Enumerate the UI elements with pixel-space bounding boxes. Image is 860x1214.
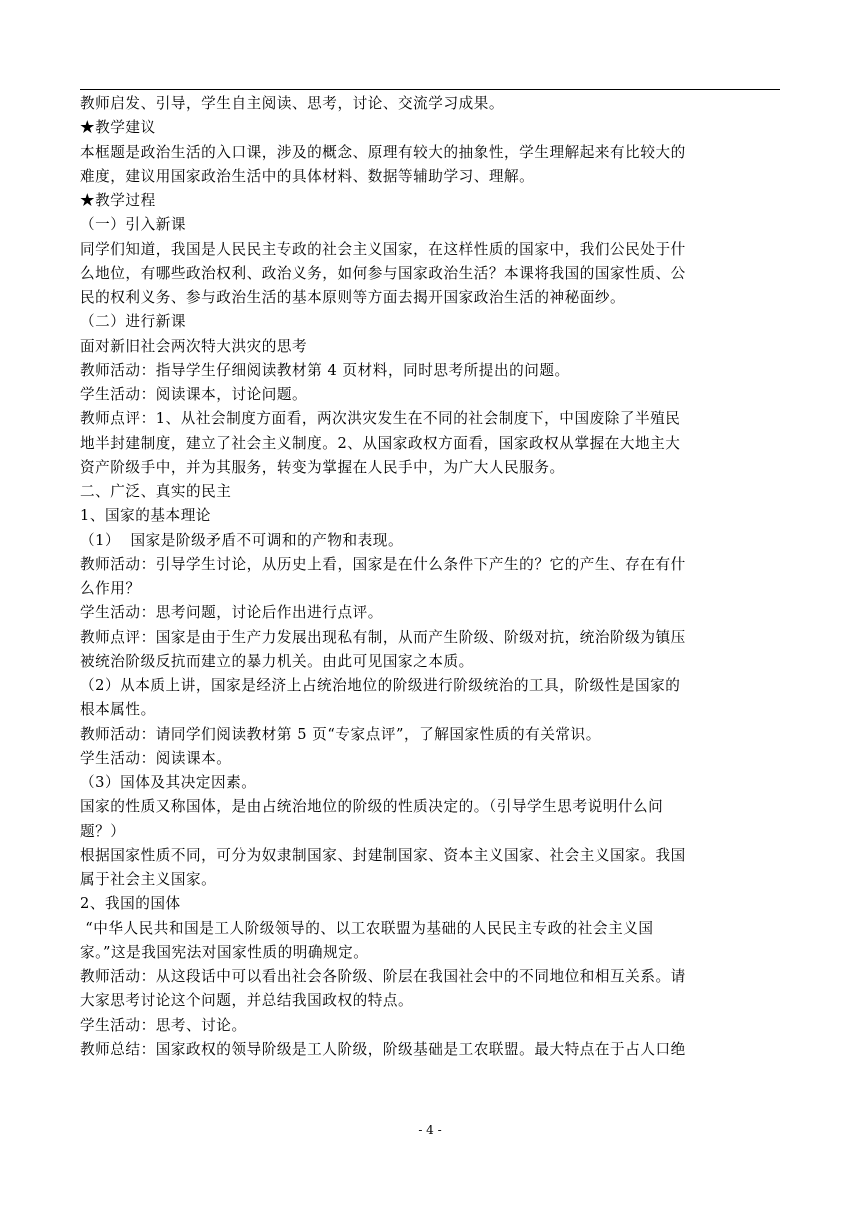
header-rule (80, 89, 780, 90)
text-line: 学生活动：思考问题，讨论后作出进行点评。 (80, 604, 383, 622)
text-line: 大家思考讨论这个问题，并总结我国政权的特点。 (80, 992, 414, 1010)
text-line: 被统治阶级反抗而建立的暴力机关。由此可见国家之本质。 (80, 652, 474, 670)
document-body (80, 92, 780, 1062)
text-line: 地半封建制度，建立了社会主义制度。2、从国家政权方面看，国家政权从掌握在大地主大 (80, 434, 681, 452)
section-heading: 二、广泛、真实的民主 (80, 483, 232, 500)
section-heading: ★教学过程 (80, 192, 156, 209)
text-line: 题？） (80, 822, 126, 840)
text-line: “中华人民共和国是工人阶级领导的、以工农联盟为基础的人民民主专政的社会主义国 (80, 919, 654, 937)
text-line: 同学们知道，我国是人民民主专政的社会主义国家，在这样性质的国家中，我们公民处于什 (80, 240, 686, 258)
text-line: 资产阶级手中，并为其服务，转变为掌握在人民手中，为广大人民服务。 (80, 458, 565, 476)
text-line: 教师总结：国家政权的领导阶级是工人阶级，阶级基础是工农联盟。最大特点在于占人口绝 (80, 1040, 686, 1058)
subsection-heading: 2、我国的国体 (80, 895, 181, 913)
text-line: 教师点评：1、从社会制度方面看，两次洪灾发生在不同的社会制度下，中国废除了半殖民 (80, 410, 681, 428)
text-line: 教师启发、引导，学生自主阅读、思考，讨论、交流学习成果。 (80, 95, 505, 112)
text-line: 教师活动：引导学生讨论，从历史上看，国家是在什么条件下产生的？它的产生、存在有什 (80, 555, 686, 573)
text-line: 面对新旧社会两次特大洪灾的思考 (80, 337, 308, 355)
subsection-heading: 1、国家的基本理论 (80, 507, 211, 525)
text-line: 教师点评：国家是由于生产力发展出现私有制，从而产生阶级、阶级对抗，统治阶级为镇压 (80, 628, 686, 646)
subsection-heading: （一）引入新课 (80, 216, 187, 234)
text-line: （2）从本质上讲，国家是经济上占统治地位的阶级进行阶级统治的工具，阶级性是国家的 (80, 677, 681, 694)
text-line: 根本属性。 (80, 701, 156, 719)
text-line: 么作用？ (80, 580, 141, 597)
text-line: 么地位，有哪些政治权利、政治义务，如何参与国家政治生活？本课将我国的国家性质、公 (80, 264, 686, 282)
text-line: （3）国体及其决定因素。 (80, 774, 257, 791)
text-line: 教师活动：从这段话中可以看出社会各阶级、阶层在我国社会中的不同地位和相互关系。请 (80, 968, 686, 985)
section-heading: ★教学建议 (80, 119, 156, 137)
text-line: 教师活动：指导学生仔细阅读教材第 4 页材料，同时思考所提出的问题。 (80, 361, 570, 379)
text-line: （1） 国家是阶级矛盾不可调和的产物和表现。 (80, 531, 404, 549)
text-line: 家。”这是我国宪法对国家性质的明确规定。 (80, 943, 369, 961)
text-line: 本框题是政治生活的入口课，涉及的概念、原理有较大的抽象性，学生理解起来有比较大的 (80, 143, 686, 161)
text-line: 国家的性质又称国体，是由占统治地位的阶级的性质决定的。（引导学生思考说明什么问 (80, 798, 664, 816)
text-line: 学生活动：思考、讨论。 (80, 1016, 247, 1034)
text-line: 难度，建议用国家政治生活中的具体材料、数据等辅助学习、理解。 (80, 167, 535, 185)
text-line: 属于社会主义国家。 (80, 871, 217, 888)
subsection-heading: （二）进行新课 (80, 313, 187, 331)
text-line: 根据国家性质不同，可分为奴隶制国家、封建制国家、资本主义国家、社会主义国家。我国 (80, 846, 686, 864)
text-line: 学生活动：阅读课本，讨论问题。 (80, 386, 308, 403)
text-line: 学生活动：阅读课本。 (80, 749, 232, 767)
text-line: 教师活动：请同学们阅读教材第 5 页“专家点评”，了解国家性质的有关常识。 (80, 725, 601, 743)
page-number: - 4 - (418, 1123, 442, 1137)
text-line: 民的权利义务、参与政治生活的基本原则等方面去揭开国家政治生活的神秘面纱。 (80, 289, 626, 306)
